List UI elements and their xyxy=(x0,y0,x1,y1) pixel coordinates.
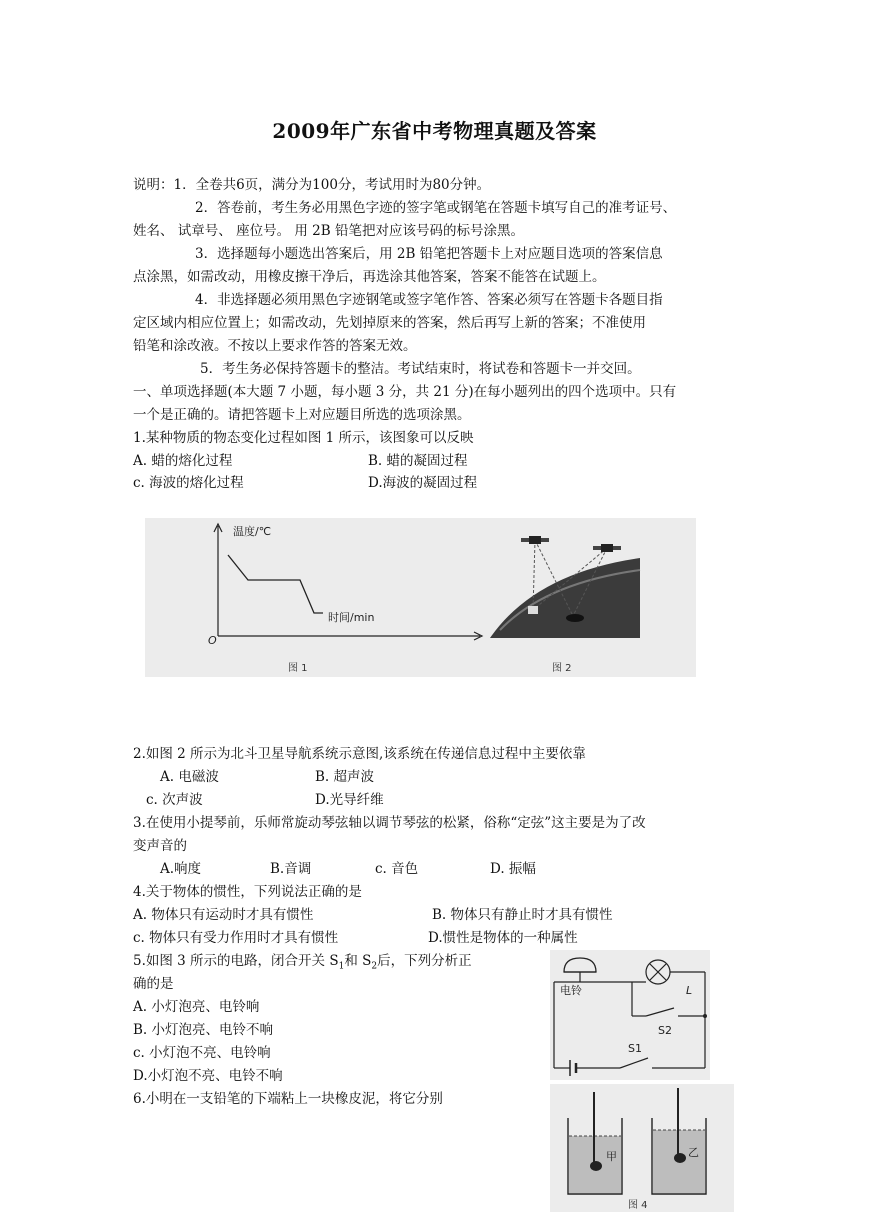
section-1-heading: 一、单项选择题(本大题 7 小题，每小题 3 分，共 21 分)在每小题列出的四个选项中。只有 xyxy=(133,384,677,400)
q5-sub-2: 2 xyxy=(371,961,378,972)
q5-stem-2: 确的是 xyxy=(133,976,174,992)
note-4b: 定区域内相应位置上；如需改动，先划掉原来的答案，然后再写上新的答案；不准使用 xyxy=(133,315,646,331)
q5-stem-part-a: 5.如图 3 所示的电路，闭合开关 S xyxy=(133,953,339,969)
figure-1-2-panel xyxy=(145,518,696,677)
q2-option-a: A. 电磁波 xyxy=(160,769,219,785)
q4-option-d: D.惯性是物体的一种属性 xyxy=(428,930,578,946)
fig4-right-label: 乙 xyxy=(688,1146,699,1159)
q2-option-c: c. 次声波 xyxy=(146,792,203,808)
note-3b: 点涂黑，如需改动，用橡皮擦干净后，再选涂其他答案，答案不能答在试题上。 xyxy=(133,269,606,285)
note-5: 5．考生务必保持答题卡的整洁。考试结束时，将试卷和答题卡一并交回。 xyxy=(200,361,641,377)
note-3a: 3．选择题每小题选出答案后，用 2B 铅笔把答题卡上对应题目选项的答案信息 xyxy=(195,246,663,262)
fig3-s1-label: S1 xyxy=(628,1042,642,1055)
q1-stem: 1.某种物质的物态变化过程如图 1 所示，该图象可以反映 xyxy=(133,430,474,446)
q3-option-c: c. 音色 xyxy=(375,861,419,877)
q4-option-a: A. 物体只有运动时才具有惯性 xyxy=(133,907,314,923)
q1-option-a: A. 蜡的熔化过程 xyxy=(133,453,233,469)
q5-option-d: D.小灯泡不亮、电铃不响 xyxy=(133,1068,283,1084)
q5-option-a: A. 小灯泡亮、电铃响 xyxy=(133,999,260,1015)
note-4c: 铅笔和涂改液。不按以上要求作答的答案无效。 xyxy=(133,338,417,354)
figure-4-beakers xyxy=(550,1084,734,1212)
q3-option-a: A.响度 xyxy=(160,861,202,877)
fig1-origin: O xyxy=(208,634,217,647)
q3-option-d: D. 振幅 xyxy=(490,861,536,877)
q2-option-b: B. 超声波 xyxy=(315,769,375,785)
fig4-left-label: 甲 xyxy=(606,1150,617,1163)
fig3-lamp-label: L xyxy=(686,984,693,997)
q5-option-c: c. 小灯泡不亮、电铃响 xyxy=(133,1045,271,1061)
q5-stem-1 xyxy=(133,952,472,976)
q5-stem-part-b: 和 S xyxy=(344,953,372,969)
fig1-caption: 图 1 xyxy=(288,663,308,674)
note-2a: 2．答卷前，考生务必用黑色字迹的签字笔或钢笔在答题卡填写自己的准考证号、 xyxy=(195,200,677,216)
q4-stem: 4.关于物体的惯性，下列说法正确的是 xyxy=(133,884,362,900)
q5-option-b: B. 小灯泡亮、电铃不响 xyxy=(133,1022,274,1038)
fig2-caption: 图 2 xyxy=(552,663,572,674)
q2-option-d: D.光导纤维 xyxy=(315,792,384,808)
fig3-s2-label: S2 xyxy=(658,1024,672,1037)
section-1-subheading: 一个是正确的。请把答题卡上对应题目所选的选项涂黑。 xyxy=(133,407,471,423)
q5-stem-part-c: 后，下列分析正 xyxy=(377,953,472,969)
fig1-x-label: 时间/min xyxy=(328,611,375,624)
q3-stem-2: 变声音的 xyxy=(133,838,187,854)
page-title: 2009年广东省中考物理真题及答案 xyxy=(272,119,597,143)
fig3-bell-label: 电铃 xyxy=(560,984,582,997)
q6-stem: 6.小明在一支铅笔的下端粘上一块橡皮泥，将它分别 xyxy=(133,1091,443,1107)
note-4a: 4．非选择题必须用黑色字迹钢笔或签字笔作答、答案必须写在答题卡各题目指 xyxy=(195,292,663,308)
fig2-ground-station-icon xyxy=(528,606,538,614)
q3-stem-1: 3.在使用小提琴前，乐师常旋动琴弦轴以调节琴弦的松紧，俗称“定弦”这主要是为了改 xyxy=(133,815,646,831)
note-1: 说明：1．全卷共6页，满分为100分，考试用时为80分钟。 xyxy=(133,177,491,193)
q4-option-b: B. 物体只有静止时才具有惯性 xyxy=(432,907,613,923)
q1-option-c: c. 海波的熔化过程 xyxy=(133,475,244,491)
fig2-vehicle-icon xyxy=(566,614,584,622)
q2-stem: 2.如图 2 所示为北斗卫星导航系统示意图,该系统在传递信息过程中主要依靠 xyxy=(133,746,586,762)
q4-option-c: c. 物体只有受力作用时才具有惯性 xyxy=(133,930,339,946)
note-2b: 姓名、 试章号、 座位号。 用 2B 铅笔把对应该号码的标号涂黑。 xyxy=(133,223,524,239)
q1-option-b: B. 蜡的凝固过程 xyxy=(368,453,468,469)
fig1-y-label: 温度/℃ xyxy=(233,525,272,538)
fig4-caption: 图 4 xyxy=(628,1200,648,1211)
figure-3-circuit xyxy=(550,950,710,1080)
fig3-background xyxy=(550,950,710,1080)
q5-sub-1: 1 xyxy=(338,961,345,972)
q1-option-d: D.海波的凝固过程 xyxy=(368,475,478,491)
q3-option-b: B.音调 xyxy=(270,861,312,877)
